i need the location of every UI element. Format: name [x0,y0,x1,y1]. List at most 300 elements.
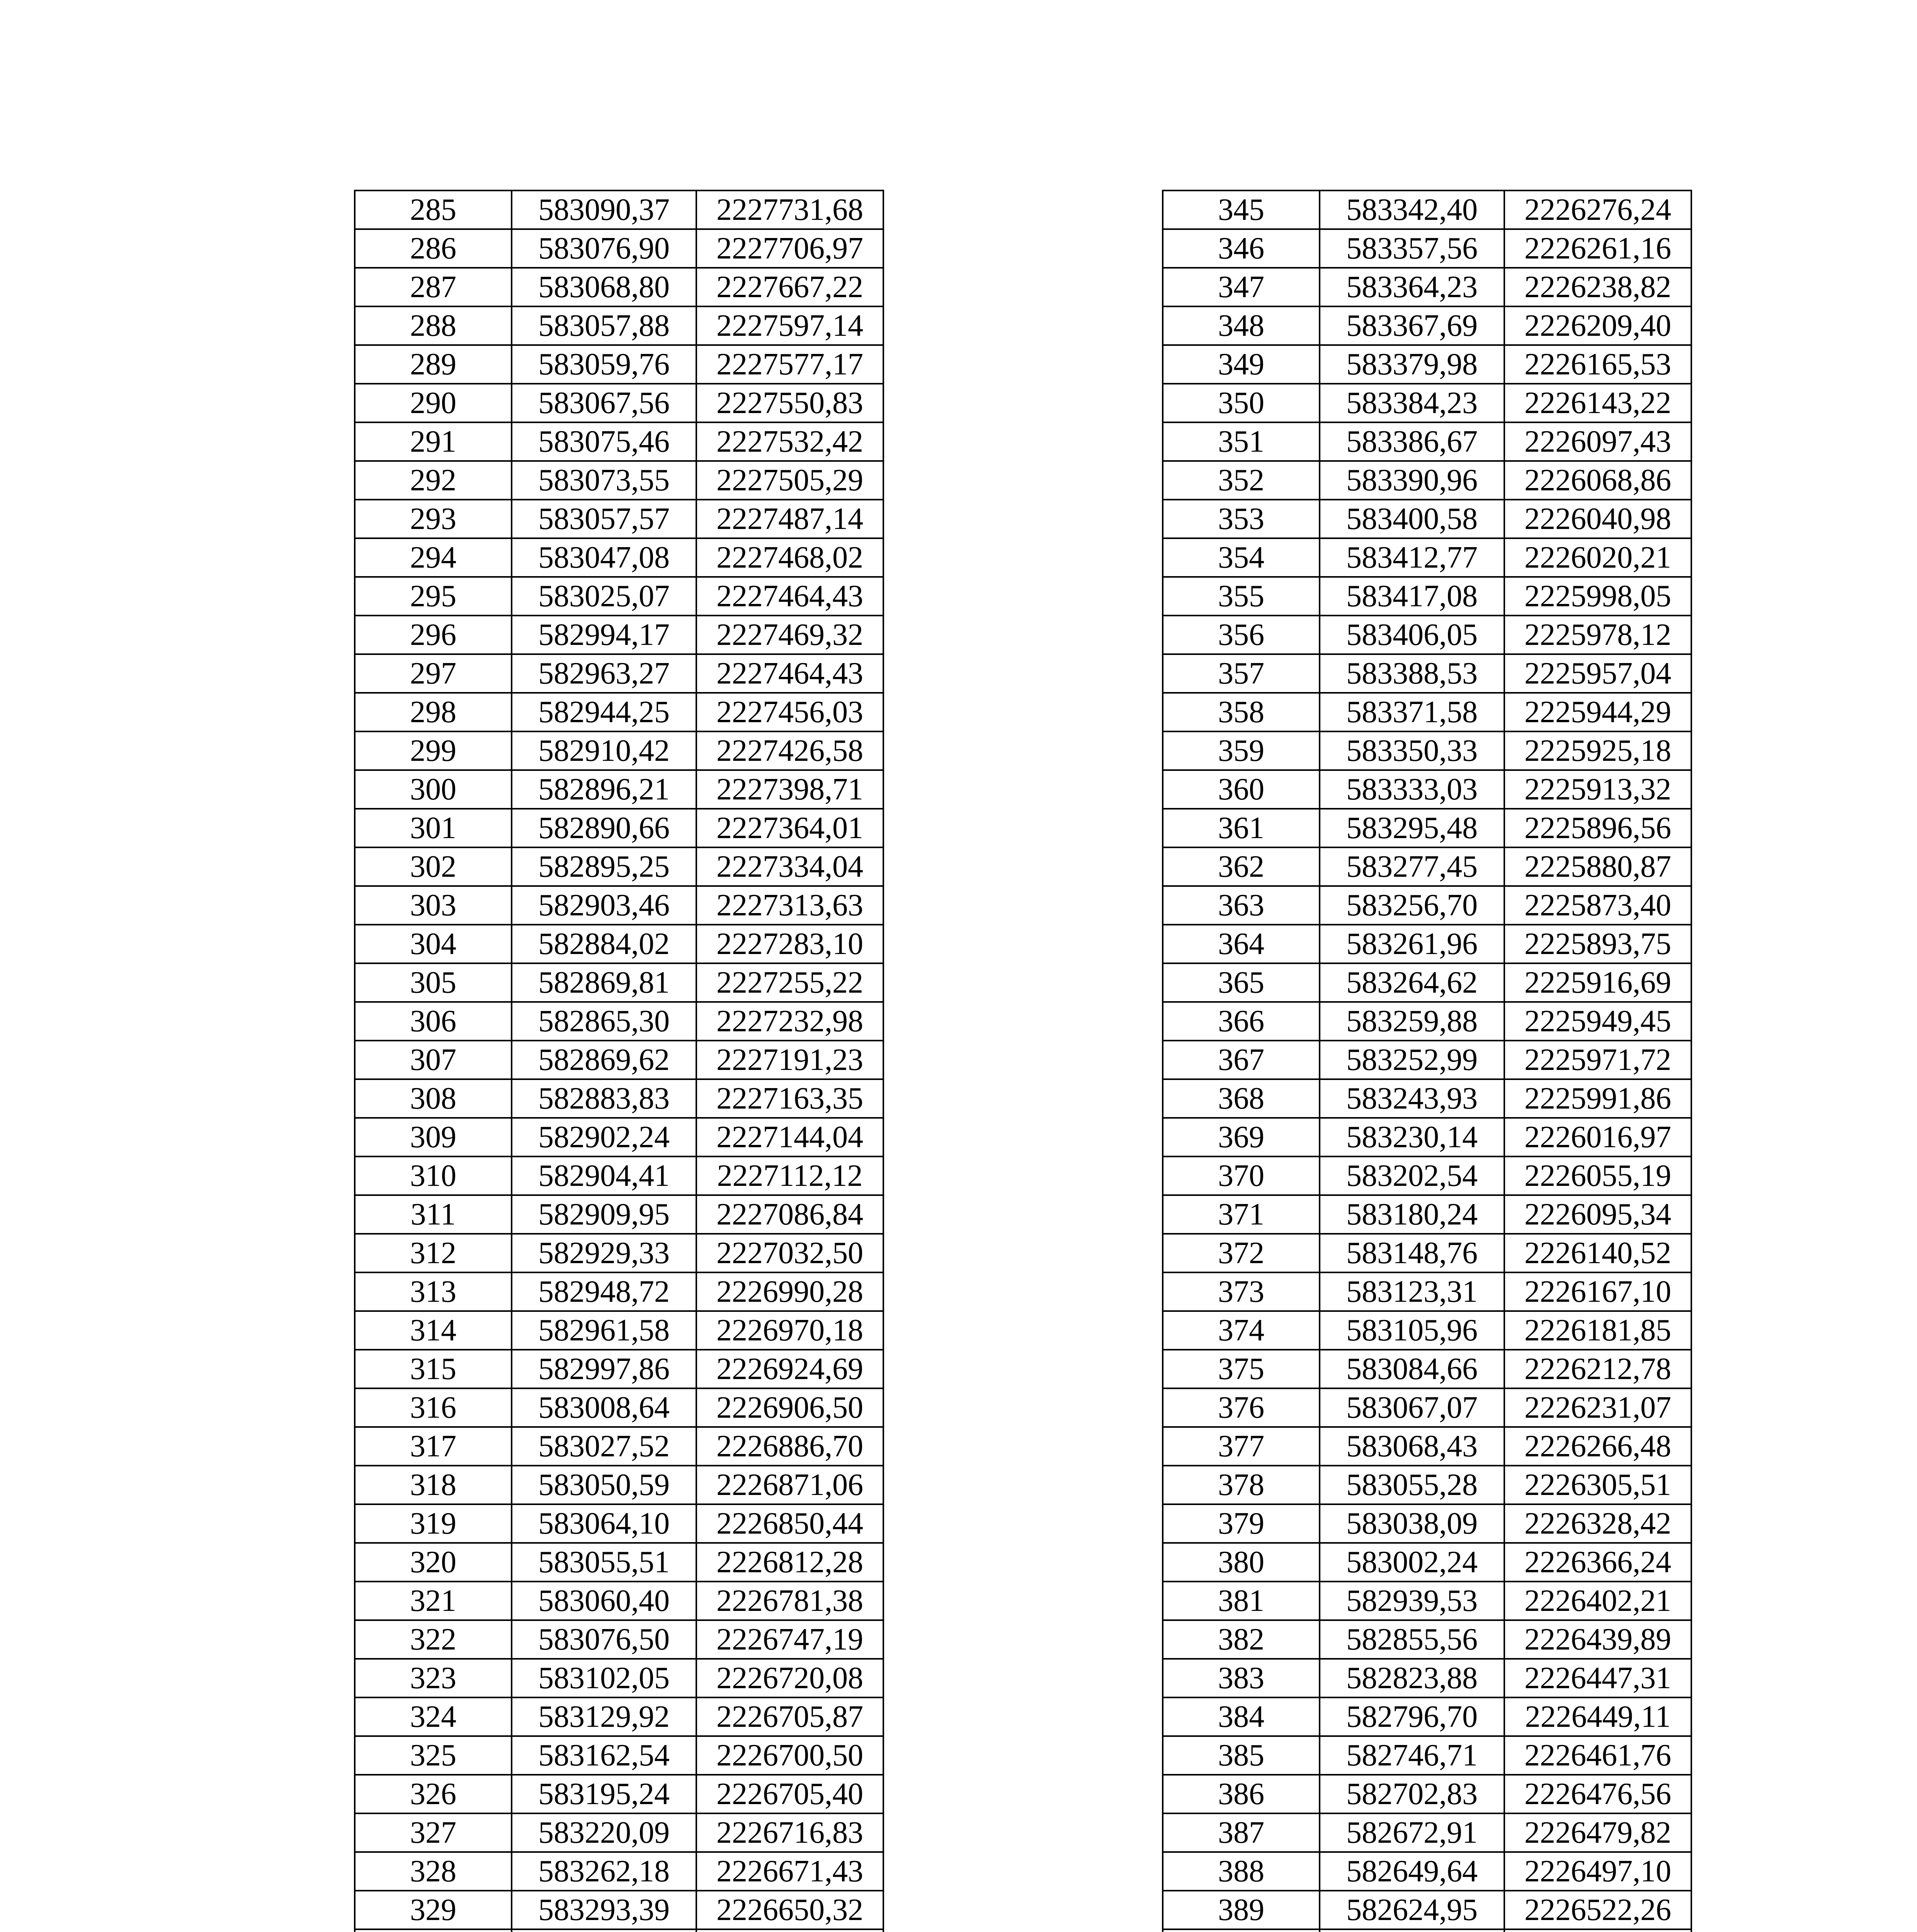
y-coordinate-cell: 2226449,11 [1504,1697,1691,1736]
point-number-cell: 362 [1163,847,1320,886]
point-number-cell: 369 [1163,1118,1320,1156]
table-row [355,1427,883,1466]
table-row [355,268,883,306]
y-coordinate-cell: 2226209,40 [1504,306,1691,345]
point-number-cell: 379 [1163,1504,1320,1543]
point-number-cell: 287 [355,268,512,306]
point-number-cell: 300 [355,770,512,809]
table-row [355,886,883,925]
table-row [355,731,883,770]
point-number-cell: 389 [1163,1891,1320,1929]
point-number-cell: 383 [1163,1659,1320,1697]
point-number-cell: 381 [1163,1582,1320,1620]
point-number-cell: 307 [355,1041,512,1079]
y-coordinate-cell: 2226924,69 [696,1350,883,1388]
x-coordinate-cell: 582948,72 [512,1272,696,1311]
point-number-cell [1163,1929,1320,1932]
point-number-cell: 368 [1163,1079,1320,1118]
table-row [355,1813,883,1852]
x-coordinate-cell: 583084,66 [1320,1350,1504,1388]
x-coordinate-cell: 583379,98 [1320,345,1504,384]
x-coordinate-cell: 583060,40 [512,1582,696,1620]
table-row [1163,1388,1691,1427]
table-row [1163,268,1691,306]
y-coordinate-cell: 2226165,53 [1504,345,1691,384]
y-coordinate-cell: 2225978,12 [1504,616,1691,654]
point-number-cell: 373 [1163,1272,1320,1311]
table-row [355,1659,883,1697]
x-coordinate-cell: 582649,64 [1320,1852,1504,1891]
y-coordinate-cell: 2227706,97 [696,229,883,268]
point-number-cell: 352 [1163,461,1320,500]
point-number-cell: 380 [1163,1543,1320,1582]
point-number-cell: 302 [355,847,512,886]
table-row [355,693,883,731]
table-row [355,345,883,384]
point-number-cell: 364 [1163,925,1320,963]
table-row [355,422,883,461]
x-coordinate-cell: 583400,58 [1320,500,1504,538]
x-coordinate-cell: 582994,17 [512,616,696,654]
point-number-cell: 351 [1163,422,1320,461]
y-coordinate-cell: 2225893,75 [1504,925,1691,963]
table-row [1163,577,1691,616]
y-coordinate-cell: 2226439,89 [1504,1620,1691,1659]
y-coordinate-cell [696,1929,883,1932]
point-number-cell: 388 [1163,1852,1320,1891]
table-row [355,1736,883,1775]
point-number-cell: 355 [1163,577,1320,616]
y-coordinate-cell: 2226238,82 [1504,268,1691,306]
y-coordinate-cell: 2226447,31 [1504,1659,1691,1697]
table-row [355,1311,883,1350]
x-coordinate-cell: 583148,76 [1320,1234,1504,1272]
table-row [1163,1079,1691,1118]
x-coordinate-cell: 583075,46 [512,422,696,461]
x-coordinate-cell: 583357,56 [1320,229,1504,268]
y-coordinate-cell: 2226276,24 [1504,190,1691,229]
point-number-cell: 312 [355,1234,512,1272]
y-coordinate-cell: 2226716,83 [696,1813,883,1852]
point-number-cell: 361 [1163,809,1320,847]
table-row [1163,1813,1691,1852]
y-coordinate-cell: 2227398,71 [696,770,883,809]
table-row [1163,1582,1691,1620]
table-row [1163,1118,1691,1156]
y-coordinate-cell: 2227086,84 [696,1195,883,1234]
table-row [355,577,883,616]
y-coordinate-cell: 2225925,18 [1504,731,1691,770]
y-coordinate-cell: 2227112,12 [696,1156,883,1195]
y-coordinate-cell: 2226402,21 [1504,1582,1691,1620]
point-number-cell: 292 [355,461,512,500]
point-number-cell: 305 [355,963,512,1002]
y-coordinate-cell: 2226055,19 [1504,1156,1691,1195]
point-number-cell: 317 [355,1427,512,1466]
point-number-cell: 363 [1163,886,1320,925]
point-number-cell: 345 [1163,190,1320,229]
table-row [355,1156,883,1195]
table-row [1163,1736,1691,1775]
point-number-cell: 349 [1163,345,1320,384]
table-row [355,1582,883,1620]
table-row [1163,1659,1691,1697]
y-coordinate-cell: 2226020,21 [1504,538,1691,577]
x-coordinate-cell: 583252,99 [1320,1041,1504,1079]
table-row [1163,538,1691,577]
x-coordinate-cell: 583102,05 [512,1659,696,1697]
x-coordinate-cell: 582944,25 [512,693,696,731]
point-number-cell: 306 [355,1002,512,1041]
y-coordinate-cell: 2226747,19 [696,1620,883,1659]
x-coordinate-cell [512,1929,696,1932]
y-coordinate-cell: 2226266,48 [1504,1427,1691,1466]
x-coordinate-cell: 583333,03 [1320,770,1504,809]
x-coordinate-cell: 583262,18 [512,1852,696,1891]
y-coordinate-cell: 2226650,32 [696,1891,883,1929]
x-coordinate-cell: 583388,53 [1320,654,1504,693]
y-coordinate-cell: 2226068,86 [1504,461,1691,500]
x-coordinate-cell: 583259,88 [1320,1002,1504,1041]
y-coordinate-cell: 2227144,04 [696,1118,883,1156]
x-coordinate-cell: 583008,64 [512,1388,696,1427]
table-row [1163,1311,1691,1350]
y-coordinate-cell: 2226140,52 [1504,1234,1691,1272]
x-coordinate-cell: 583123,31 [1320,1272,1504,1311]
point-number-cell [355,1929,512,1932]
x-coordinate-cell: 583417,08 [1320,577,1504,616]
table-row [1163,1620,1691,1659]
x-coordinate-cell: 583371,58 [1320,693,1504,731]
table-row [1163,1504,1691,1543]
point-number-cell: 290 [355,384,512,422]
y-coordinate-cell: 2227577,17 [696,345,883,384]
y-coordinate-cell: 2226700,50 [696,1736,883,1775]
x-coordinate-cell: 582910,42 [512,731,696,770]
x-coordinate-cell: 582823,88 [1320,1659,1504,1697]
point-number-cell: 321 [355,1582,512,1620]
x-coordinate-cell: 583057,88 [512,306,696,345]
x-coordinate-cell: 583105,96 [1320,1311,1504,1350]
table-row [1163,1929,1691,1932]
y-coordinate-cell: 2225916,69 [1504,963,1691,1002]
point-number-cell: 319 [355,1504,512,1543]
point-number-cell: 299 [355,731,512,770]
table-row [1163,1427,1691,1466]
table-row [355,1852,883,1891]
table-row [355,1002,883,1041]
table-row [355,538,883,577]
x-coordinate-cell [1320,1929,1504,1932]
point-number-cell: 298 [355,693,512,731]
y-coordinate-cell: 2226850,44 [696,1504,883,1543]
y-coordinate-cell: 2226328,42 [1504,1504,1691,1543]
x-coordinate-cell: 583350,33 [1320,731,1504,770]
x-coordinate-cell: 582869,81 [512,963,696,1002]
point-number-cell: 347 [1163,268,1320,306]
table-row [1163,809,1691,847]
point-number-cell: 375 [1163,1350,1320,1388]
table-row [1163,1350,1691,1388]
table-row [1163,1272,1691,1311]
y-coordinate-cell: 2226671,43 [696,1852,883,1891]
point-number-cell: 371 [1163,1195,1320,1234]
y-coordinate-cell: 2227334,04 [696,847,883,886]
y-coordinate-cell: 2227313,63 [696,886,883,925]
point-number-cell: 313 [355,1272,512,1311]
table-row [1163,1195,1691,1234]
table-row [1163,1002,1691,1041]
point-number-cell: 286 [355,229,512,268]
y-coordinate-cell: 2227032,50 [696,1234,883,1272]
table-row [1163,1234,1691,1272]
point-number-cell: 357 [1163,654,1320,693]
table-row [355,306,883,345]
table-row [355,770,883,809]
y-coordinate-cell: 2226990,28 [696,1272,883,1311]
x-coordinate-cell: 583230,14 [1320,1118,1504,1156]
x-coordinate-cell: 583412,77 [1320,538,1504,577]
x-coordinate-cell: 582896,21 [512,770,696,809]
point-number-cell: 382 [1163,1620,1320,1659]
point-number-cell: 301 [355,809,512,847]
x-coordinate-cell: 582895,25 [512,847,696,886]
point-number-cell: 293 [355,500,512,538]
table-row [1163,770,1691,809]
x-coordinate-cell: 583264,62 [1320,963,1504,1002]
point-number-cell: 322 [355,1620,512,1659]
y-coordinate-cell: 2226871,06 [696,1466,883,1504]
point-number-cell: 359 [1163,731,1320,770]
point-number-cell: 324 [355,1697,512,1736]
x-coordinate-cell: 583256,70 [1320,886,1504,925]
y-coordinate-cell: 2225896,56 [1504,809,1691,847]
table-row [355,229,883,268]
table-row [355,1543,883,1582]
x-coordinate-cell: 582929,33 [512,1234,696,1272]
table-row [1163,306,1691,345]
y-coordinate-cell: 2226497,10 [1504,1852,1691,1891]
y-coordinate-cell: 2227191,23 [696,1041,883,1079]
y-coordinate-cell: 2225949,45 [1504,1002,1691,1041]
x-coordinate-cell: 583342,40 [1320,190,1504,229]
y-coordinate-cell: 2227464,43 [696,654,883,693]
table-row [1163,1852,1691,1891]
x-coordinate-cell: 583076,90 [512,229,696,268]
point-number-cell: 310 [355,1156,512,1195]
table-row [355,1388,883,1427]
table-row [1163,384,1691,422]
point-number-cell: 328 [355,1852,512,1891]
y-coordinate-cell: 2226366,24 [1504,1543,1691,1582]
x-coordinate-cell: 583064,10 [512,1504,696,1543]
x-coordinate-cell: 582903,46 [512,886,696,925]
point-number-cell: 329 [355,1891,512,1929]
point-number-cell: 296 [355,616,512,654]
table-row [1163,229,1691,268]
table-row [1163,1156,1691,1195]
y-coordinate-cell: 2225991,86 [1504,1079,1691,1118]
x-coordinate-cell: 583195,24 [512,1775,696,1813]
table-row [355,616,883,654]
x-coordinate-cell: 582865,30 [512,1002,696,1041]
x-coordinate-cell: 583090,37 [512,190,696,229]
x-coordinate-cell: 582961,58 [512,1311,696,1350]
x-coordinate-cell: 583386,67 [1320,422,1504,461]
table-row [355,1775,883,1813]
y-coordinate-cell: 2226886,70 [696,1427,883,1466]
y-coordinate-cell: 2226720,08 [696,1659,883,1697]
table-row [1163,847,1691,886]
x-coordinate-cell: 583406,05 [1320,616,1504,654]
y-coordinate-cell: 2227232,98 [696,1002,883,1041]
x-coordinate-cell: 582869,62 [512,1041,696,1079]
coordinates-table-right [1162,190,1692,1932]
y-coordinate-cell: 2226181,85 [1504,1311,1691,1350]
x-coordinate-cell: 583025,07 [512,577,696,616]
coordinates-table-left [354,190,884,1932]
point-number-cell: 318 [355,1466,512,1504]
y-coordinate-cell: 2226231,07 [1504,1388,1691,1427]
point-number-cell: 285 [355,190,512,229]
x-coordinate-cell: 583390,96 [1320,461,1504,500]
x-coordinate-cell: 583293,39 [512,1891,696,1929]
y-coordinate-cell: 2226305,51 [1504,1466,1691,1504]
x-coordinate-cell: 582997,86 [512,1350,696,1388]
y-coordinate-cell: 2226812,28 [696,1543,883,1582]
x-coordinate-cell: 583367,69 [1320,306,1504,345]
point-number-cell: 327 [355,1813,512,1852]
table-row [355,809,883,847]
y-coordinate-cell: 2227667,22 [696,268,883,306]
y-coordinate-cell: 2227469,32 [696,616,883,654]
x-coordinate-cell: 582672,91 [1320,1813,1504,1852]
y-coordinate-cell: 2225873,40 [1504,886,1691,925]
point-number-cell: 358 [1163,693,1320,731]
y-coordinate-cell: 2225957,04 [1504,654,1691,693]
y-coordinate-cell: 2226016,97 [1504,1118,1691,1156]
x-coordinate-cell: 583243,93 [1320,1079,1504,1118]
point-number-cell: 303 [355,886,512,925]
x-coordinate-cell: 582902,24 [512,1118,696,1156]
point-number-cell: 360 [1163,770,1320,809]
y-coordinate-cell: 2227532,42 [696,422,883,461]
table-row [355,925,883,963]
table-row [355,1929,883,1932]
x-coordinate-cell: 582890,66 [512,809,696,847]
table-row [1163,190,1691,229]
point-number-cell: 378 [1163,1466,1320,1504]
x-coordinate-cell: 582702,83 [1320,1775,1504,1813]
table-row [355,963,883,1002]
table-row [355,654,883,693]
y-coordinate-cell: 2226522,26 [1504,1891,1691,1929]
x-coordinate-cell: 583295,48 [1320,809,1504,847]
point-number-cell: 350 [1163,384,1320,422]
table-row [355,1079,883,1118]
y-coordinate-cell: 2227464,43 [696,577,883,616]
point-number-cell: 316 [355,1388,512,1427]
table-row [355,1272,883,1311]
coordinates-table-left-body [355,190,883,1932]
y-coordinate-cell: 2227283,10 [696,925,883,963]
table-row [1163,500,1691,538]
table-row [355,1350,883,1388]
point-number-cell: 366 [1163,1002,1320,1041]
table-row [355,1118,883,1156]
point-number-cell: 370 [1163,1156,1320,1195]
table-row [355,190,883,229]
point-number-cell: 326 [355,1775,512,1813]
table-row [355,1504,883,1543]
x-coordinate-cell: 583068,43 [1320,1427,1504,1466]
y-coordinate-cell: 2227597,14 [696,306,883,345]
point-number-cell: 325 [355,1736,512,1775]
x-coordinate-cell: 583067,07 [1320,1388,1504,1427]
table-row [355,1195,883,1234]
point-number-cell: 320 [355,1543,512,1582]
point-number-cell: 304 [355,925,512,963]
table-row [355,1466,883,1504]
point-number-cell: 353 [1163,500,1320,538]
point-number-cell: 323 [355,1659,512,1697]
x-coordinate-cell: 582746,71 [1320,1736,1504,1775]
y-coordinate-cell: 2226781,38 [696,1582,883,1620]
point-number-cell: 311 [355,1195,512,1234]
table-row [1163,731,1691,770]
y-coordinate-cell: 2226476,56 [1504,1775,1691,1813]
x-coordinate-cell: 582855,56 [1320,1620,1504,1659]
x-coordinate-cell: 583277,45 [1320,847,1504,886]
table-row [1163,1891,1691,1929]
x-coordinate-cell: 583027,52 [512,1427,696,1466]
point-number-cell: 346 [1163,229,1320,268]
y-coordinate-cell: 2227456,03 [696,693,883,731]
point-number-cell: 294 [355,538,512,577]
point-number-cell: 365 [1163,963,1320,1002]
x-coordinate-cell: 583047,08 [512,538,696,577]
table-row [1163,963,1691,1002]
table-row [355,1041,883,1079]
table-row [1163,886,1691,925]
x-coordinate-cell: 583384,23 [1320,384,1504,422]
table-row [1163,345,1691,384]
table-row [1163,925,1691,963]
x-coordinate-cell: 583073,55 [512,461,696,500]
y-coordinate-cell: 2226040,98 [1504,500,1691,538]
point-number-cell: 386 [1163,1775,1320,1813]
y-coordinate-cell [1504,1929,1691,1932]
y-coordinate-cell: 2227731,68 [696,190,883,229]
y-coordinate-cell: 2225971,72 [1504,1041,1691,1079]
table-row [1163,1466,1691,1504]
table-row [1163,461,1691,500]
x-coordinate-cell: 583002,24 [1320,1543,1504,1582]
x-coordinate-cell: 583059,76 [512,345,696,384]
table-row [1163,1041,1691,1079]
y-coordinate-cell: 2227550,83 [696,384,883,422]
x-coordinate-cell: 582939,53 [1320,1582,1504,1620]
y-coordinate-cell: 2227468,02 [696,538,883,577]
point-number-cell: 315 [355,1350,512,1388]
point-number-cell: 297 [355,654,512,693]
point-number-cell: 295 [355,577,512,616]
y-coordinate-cell: 2227487,14 [696,500,883,538]
y-coordinate-cell: 2226461,76 [1504,1736,1691,1775]
point-number-cell: 354 [1163,538,1320,577]
y-coordinate-cell: 2227426,58 [696,731,883,770]
table-row [1163,1775,1691,1813]
